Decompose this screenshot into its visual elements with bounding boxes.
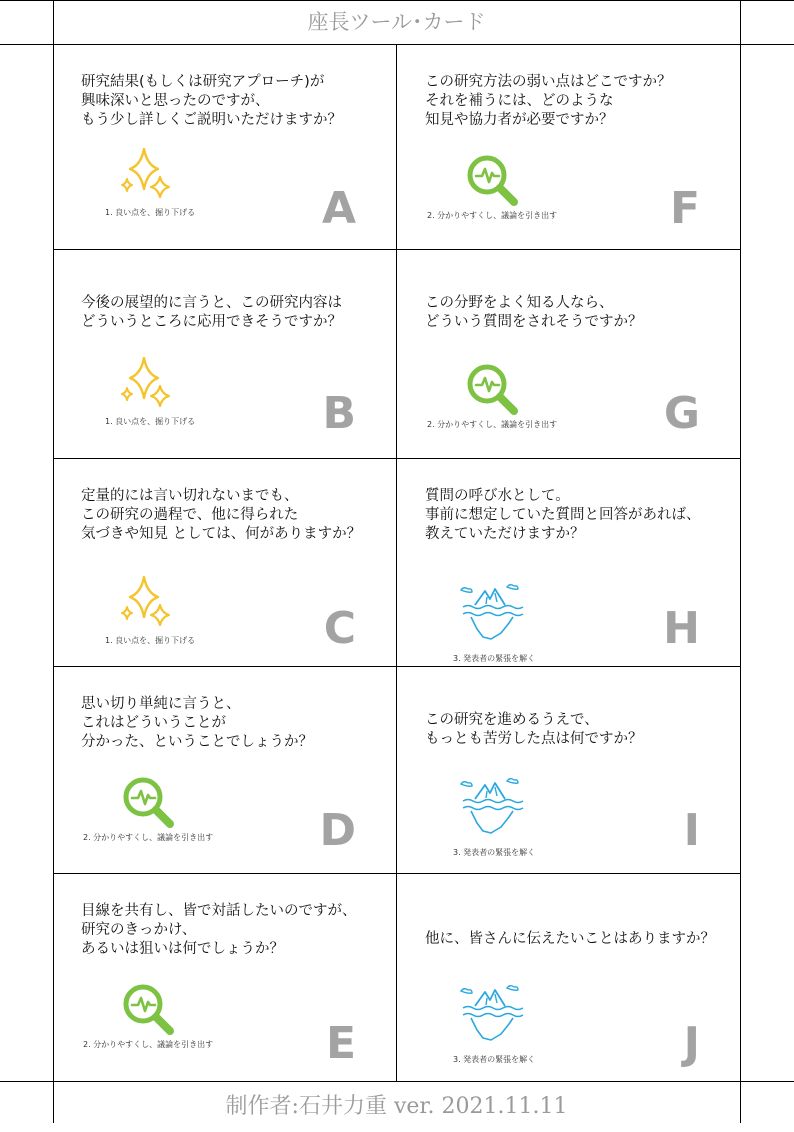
category-caption: 3. 発表者の緊張を解く [453,848,536,857]
sparkle-icon [117,354,187,414]
magnifier-icon [459,153,529,213]
card-letter: A [321,183,356,234]
card-e [53,874,396,1081]
card-question: 質問の呼び水として。 事前に想定していた質問と回答があれば、 教えていただけますか？ [425,488,701,542]
card-letter: C [323,603,356,654]
category-caption: 2. 分かりやすくし、議論を引き出す [427,420,558,429]
category-caption: 1. 良い点を、掘り下げる [105,417,196,426]
category-caption: 1. 良い点を、掘り下げる [105,208,196,217]
card-question: この研究方法の弱い点はどこですか？ それを補うには、どのような 知見や協力者が必要ですか？ [425,74,672,128]
card-letter: B [322,388,356,439]
card-letter: E [325,1018,356,1069]
card-letter: I [683,805,700,856]
page-footer: 制作者:石井力重 ver. 2021.11.11 [225,1094,568,1119]
card-f [397,45,740,249]
category-caption: 2. 分かりやすくし、議論を引き出す [83,833,214,842]
card-j [397,874,740,1081]
card-question: 研究結果(もしくは研究アプローチ)が 興味深いと思ったのですが、 もう少し詳しくご説明いただけますか？ [81,74,342,128]
card-question: 目線を共有し、皆で対話したいのですが、 研究のきっかけ、 あるいは狙いは何でしょうか？ [81,903,357,957]
magnifier-icon [115,775,185,835]
card-question: 他に、皆さんに伝えたいことはありますか？ [425,931,715,947]
card-a [53,45,396,249]
category-caption: 2. 分かりやすくし、議論を引き出す [83,1040,214,1049]
magnifier-icon [459,362,529,422]
card-question: この研究を進めるうえで、 もっとも苦労した点は何ですか？ [425,712,643,747]
card-c [53,459,396,666]
iceberg-icon [457,978,527,1048]
category-caption: 3. 発表者の緊張を解く [453,654,536,663]
page-title: 座長ツール･カード [307,10,486,34]
card-question: 定量的には言い切れないまでも、 この研究の過程で、他に得られた 気づきや知見 としては、何がありますか？ [81,488,362,542]
right-border [740,0,741,1123]
sparkle-icon [117,145,187,205]
card-question: 思い切り単純に言うと、 これはどういうことが 分かった、ということでしょうか？ [81,696,313,750]
card-g [397,250,740,458]
card-question: この分野をよく知る人なら、 どういう質問をされそうですか？ [425,295,643,330]
sparkle-icon [117,573,187,633]
card-d [53,667,396,873]
category-caption: 3. 発表者の緊張を解く [453,1055,536,1064]
card-letter: J [683,1018,700,1069]
card-letter: G [663,388,700,439]
card-letter: F [669,183,700,234]
iceberg-icon [457,577,527,647]
category-caption: 2. 分かりやすくし、議論を引き出す [427,211,558,220]
card-letter: D [319,805,356,856]
card-h [397,459,740,666]
card-b [53,250,396,458]
card-letter: H [663,603,700,654]
card-i [397,667,740,873]
magnifier-icon [115,982,185,1042]
card-question: 今後の展望的に言うと、この研究内容は どういうところに応用できそうですか？ [81,295,342,330]
iceberg-icon [457,771,527,841]
category-caption: 1. 良い点を、掘り下げる [105,636,196,645]
